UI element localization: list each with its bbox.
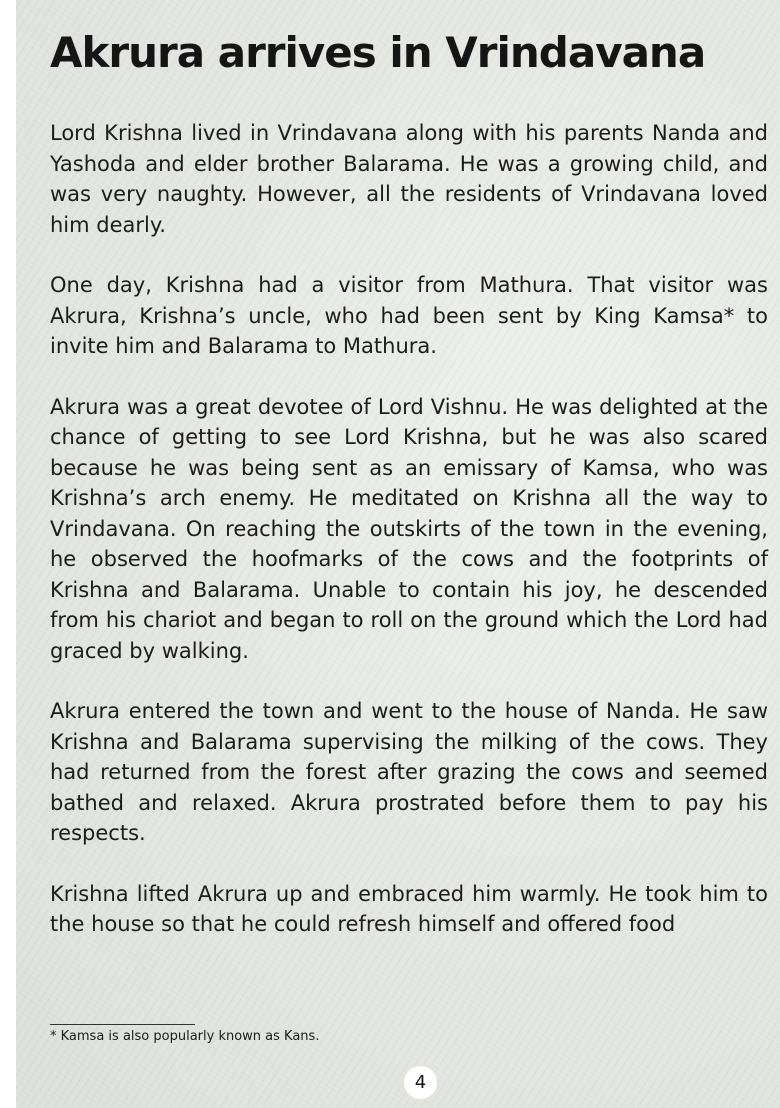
paragraph-5: Krishna lifted Akrura up and embraced him warmly. He took him to the house so that he could refresh himself and offered food <box>50 881 768 936</box>
paragraph-1: Lord Krishna lived in Vrindavana along with his parents Nanda and Yashoda and elder brother Balarama. He was a growing child, and was very naughty. However, all the residents of Vrindavana loved him dearly. <box>50 121 768 237</box>
book-page <box>16 0 780 1108</box>
paragraph-3: Akrura was a great devotee of Lord Vishnu. He was delighted at the chance of getting to see Lord Krishna, but he was also scared because he was being sent as an emissary of Kamsa, who was Krishna’s arch enemy. He meditated on Krishna all the way to Vrindavana. On reaching the outskirts of the town in the evening, he observed the hoofmarks of the cows and the footprints of Krishna and Balarama. Unable to contain his joy, he descended from his chariot and began to roll on the ground which the Lord had graced by walking. <box>50 394 768 663</box>
page-title: Akrura arrives in Vrindavana <box>50 28 706 77</box>
footnote: * Kamsa is also popularly known as Kans. <box>50 1029 320 1044</box>
footnote-divider <box>50 1024 195 1025</box>
page-number: 4 <box>404 1066 437 1099</box>
story-text <box>50 118 768 970</box>
paragraph-2: One day, Krishna had a visitor from Mathura. That visitor was Akrura, Krishna’s uncle, who had been sent by King Kamsa* to invite him and Balarama to Mathura. <box>50 273 768 358</box>
paragraph-4: Akrura entered the town and went to the house of Nanda. He saw Krishna and Balarama supervising the milking of the cows. They had returned from the forest after grazing the cows and seemed bathed and relaxed. Akrura prostrated before them to pay his respects. <box>50 699 768 845</box>
